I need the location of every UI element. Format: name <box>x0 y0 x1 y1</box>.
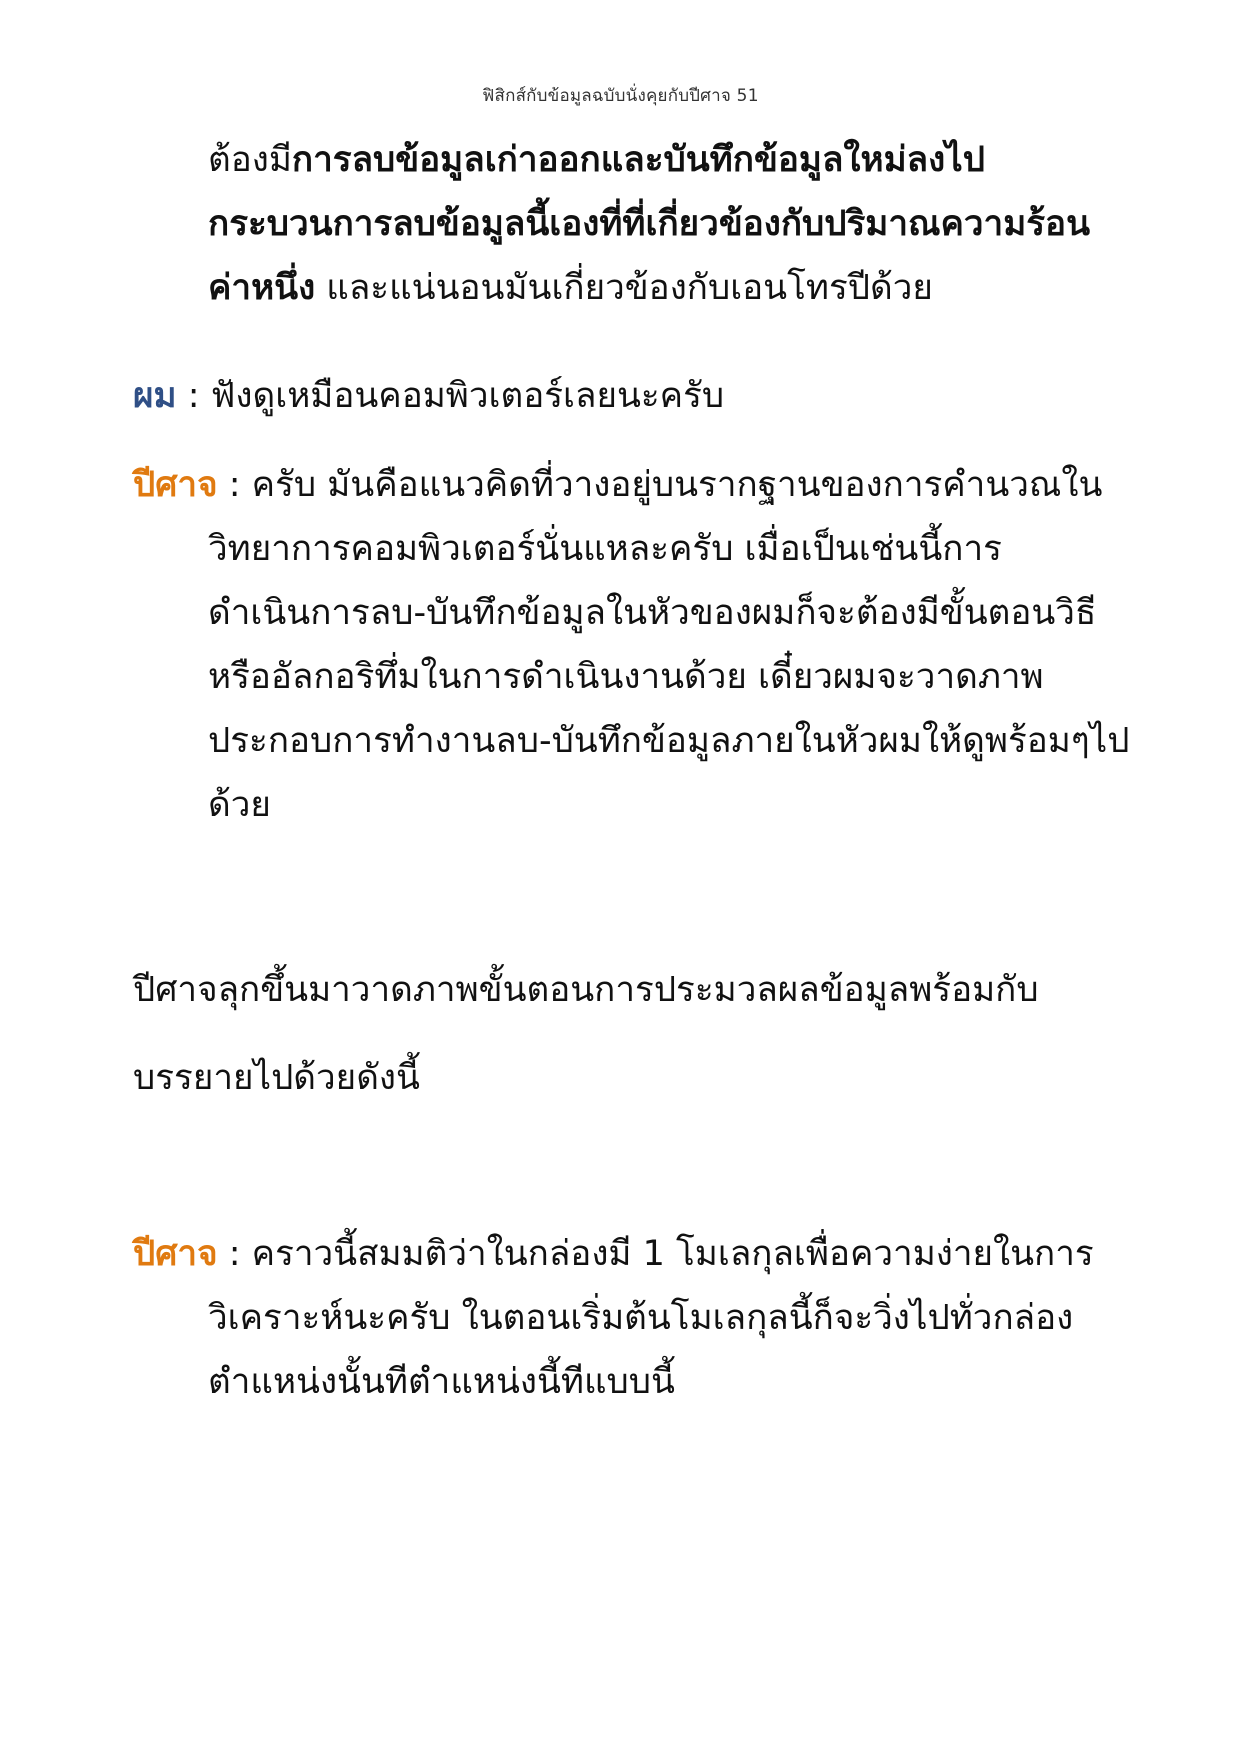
narration-line-2: บรรยายไปด้วยดังนี้ <box>133 1058 420 1098</box>
narration-line-1: ปีศาจลุกขึ้นมาวาดภาพขั้นตอนการประมวลผลข้อมูลพร้อมกับ <box>133 970 1039 1010</box>
dialog-pi2-line-1 <box>133 1222 1094 1286</box>
dialog-pi2-line-2: วิเคราะห์นะครับ ในตอนเริ่มต้นโมเลกุลนี้ก็จะวิ่งไปทั่วกล่อง <box>208 1298 1074 1338</box>
dialog-pi1-line-3: ดำเนินการลบ-บันทึกข้อมูลในหัวของผมก็จะต้องมีขั้นตอนวิธี <box>208 593 1097 633</box>
paragraph-continuation <box>208 128 1090 320</box>
dialog-pi2-text-1: : คราวนี้สมมติว่าในกล่องมี 1 โมเลกุลเพื่อความง่ายในการ <box>217 1234 1094 1274</box>
narration-line-1-block <box>133 958 1039 1022</box>
para1-line1 <box>208 128 1090 192</box>
speaker-pi-label-2: ปีศาจ <box>133 1234 218 1274</box>
dialog-me-text: : ฟังดูเหมือนคอมพิวเตอร์เลยนะครับ <box>176 376 725 416</box>
dialog-pi-1 <box>133 453 1129 837</box>
dialog-pi1-text-1: : ครับ มันคือแนวคิดที่วางอยู่บนรากฐานของการคำนวณใน <box>217 465 1103 505</box>
dialog-pi1-line-4: หรืออัลกอริทึ่มในการดำเนินงานด้วย เดี๋ยวผมจะวาดภาพ <box>208 657 1044 697</box>
dialog-pi1-line-5: ประกอบการทำงานลบ-บันทึกข้อมูลภายในหัวผมให้ดูพร้อมๆไป <box>208 721 1130 761</box>
speaker-me-label: ผม <box>133 376 177 416</box>
running-header: ฟิสิกส์กับข้อมูลฉบับนั่งคุยกับปีศาจ 51 <box>482 86 759 106</box>
para1-line3 <box>208 256 1090 320</box>
speaker-pi-label: ปีศาจ <box>133 465 218 505</box>
para1-line1-bold: การลบข้อมูลเก่าออกและบันทึกข้อมูลใหม่ลงไป <box>291 140 986 180</box>
para1-line2: กระบวนการลบข้อมูลนี้เองที่ที่เกี่ยวข้องกับปริมาณความร้อน <box>208 204 1091 244</box>
dialog-me-line <box>133 364 724 428</box>
dialog-me <box>133 364 724 428</box>
para1-line3-normal: และแน่นอนมันเกี่ยวข้องกับเอนโทรปีด้วย <box>315 268 933 308</box>
dialog-pi2-line-3: ตำแหน่งนั้นทีตำแหน่งนี้ทีแบบนี้ <box>208 1362 675 1402</box>
dialog-pi1-line-1 <box>133 453 1129 517</box>
dialog-pi1-line-2: วิทยาการคอมพิวเตอร์นั่นแหละครับ เมื่อเป็นเช่นนี้การ <box>208 529 1002 569</box>
para1-line3-bold: ค่าหนึ่ง <box>208 268 316 308</box>
para1-line1-normal: ต้องมี <box>208 140 292 180</box>
narration-line-2-block <box>133 1046 420 1110</box>
dialog-pi-2 <box>133 1222 1094 1414</box>
dialog-pi1-line-6: ด้วย <box>208 785 271 825</box>
